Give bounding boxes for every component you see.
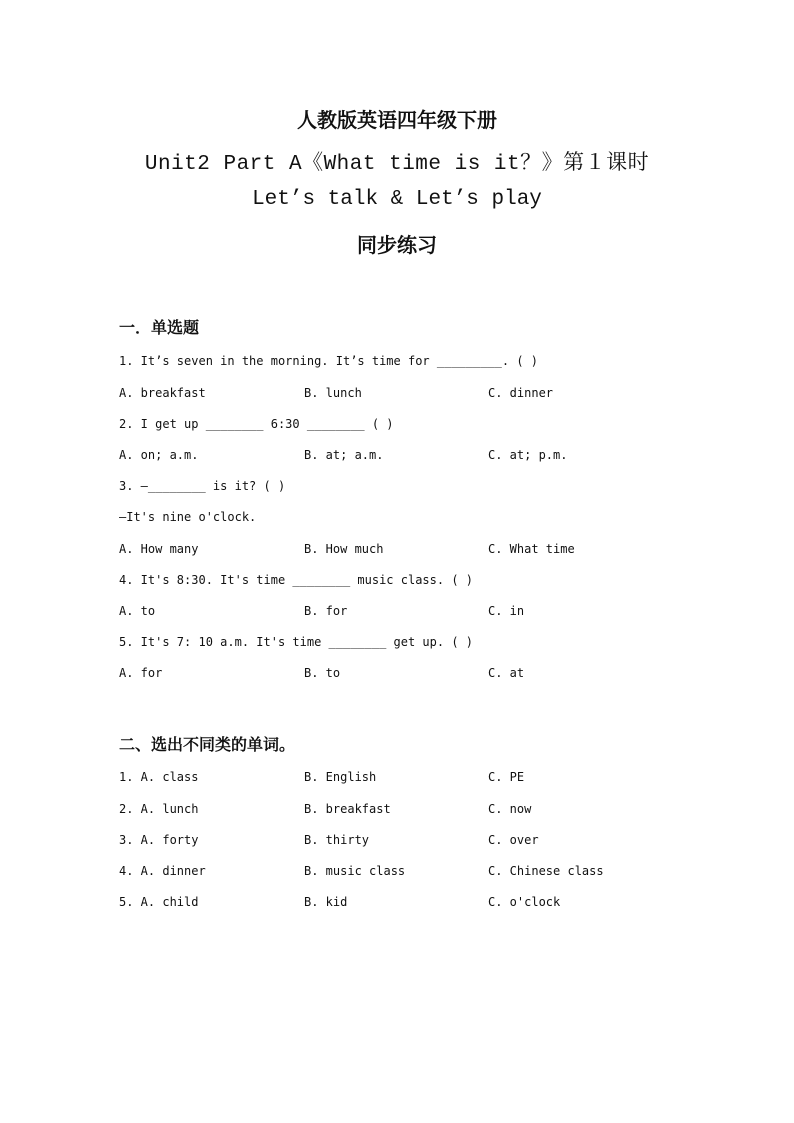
question-5-option-b: B. to <box>304 666 341 680</box>
word-row-2-b: B. breakfast <box>304 802 391 816</box>
question-4-option-b: B. for <box>304 604 348 618</box>
section-1-title: 一．单选题 <box>119 318 200 337</box>
question-5-stem: 5. It's 7: 10 a.m. It's time ________ get up. ( ) <box>119 635 474 649</box>
word-row-1-c: C. PE <box>488 770 525 784</box>
question-1-option-b: B. lunch <box>304 386 362 400</box>
question-2-option-c: C. at; p.m. <box>488 448 568 462</box>
word-row-3-b: B. thirty <box>304 833 370 847</box>
word-row-1-a: 1. A. class <box>119 770 199 784</box>
question-3-reply: —It's nine o'clock. <box>119 510 257 524</box>
word-row-5-c: C. o'clock <box>488 895 561 909</box>
title-line-4: 同步练习 <box>357 233 437 257</box>
word-row-4-a: 4. A. dinner <box>119 864 206 878</box>
section-2-title: 二、选出不同类的单词。 <box>119 735 296 754</box>
question-1-stem: 1. It’s seven in the morning. It’s time for _________. ( ) <box>119 354 539 368</box>
title-line-2: Unit2 Part A《What time is it？》第１课时 <box>144 153 650 176</box>
word-row-3-a: 3. A. forty <box>119 833 199 847</box>
word-row-2-a: 2. A. lunch <box>119 802 199 816</box>
word-row-5-a: 5. A. child <box>119 895 199 909</box>
question-3-option-b: B. How much <box>304 542 384 556</box>
question-1-option-c: C. dinner <box>488 386 554 400</box>
word-row-5-b: B. kid <box>304 895 348 909</box>
question-5-option-a: A. for <box>119 666 163 680</box>
question-3-option-c: C. What time <box>488 542 575 556</box>
question-4-stem: 4. It's 8:30. It's time ________ music class. ( ) <box>119 573 474 587</box>
word-row-4-b: B. music class <box>304 864 406 878</box>
question-4-option-c: C. in <box>488 604 525 618</box>
title-line-1: 人教版英语四年级下册 <box>297 108 497 132</box>
word-row-1-b: B. English <box>304 770 377 784</box>
question-2-option-a: A. on; a.m. <box>119 448 199 462</box>
question-2-option-b: B. at; a.m. <box>304 448 384 462</box>
question-3-stem: 3. —________ is it? ( ) <box>119 479 286 493</box>
word-row-3-c: C. over <box>488 833 539 847</box>
question-5-option-c: C. at <box>488 666 525 680</box>
question-3-option-a: A. How many <box>119 542 199 556</box>
title-line-3: Let’s talk & Let’s play <box>252 188 542 211</box>
question-1-option-a: A. breakfast <box>119 386 206 400</box>
word-row-4-c: C. Chinese class <box>488 864 604 878</box>
question-2-stem: 2. I get up ________ 6:30 ________ ( ) <box>119 417 394 431</box>
question-4-option-a: A. to <box>119 604 156 618</box>
word-row-2-c: C. now <box>488 802 532 816</box>
